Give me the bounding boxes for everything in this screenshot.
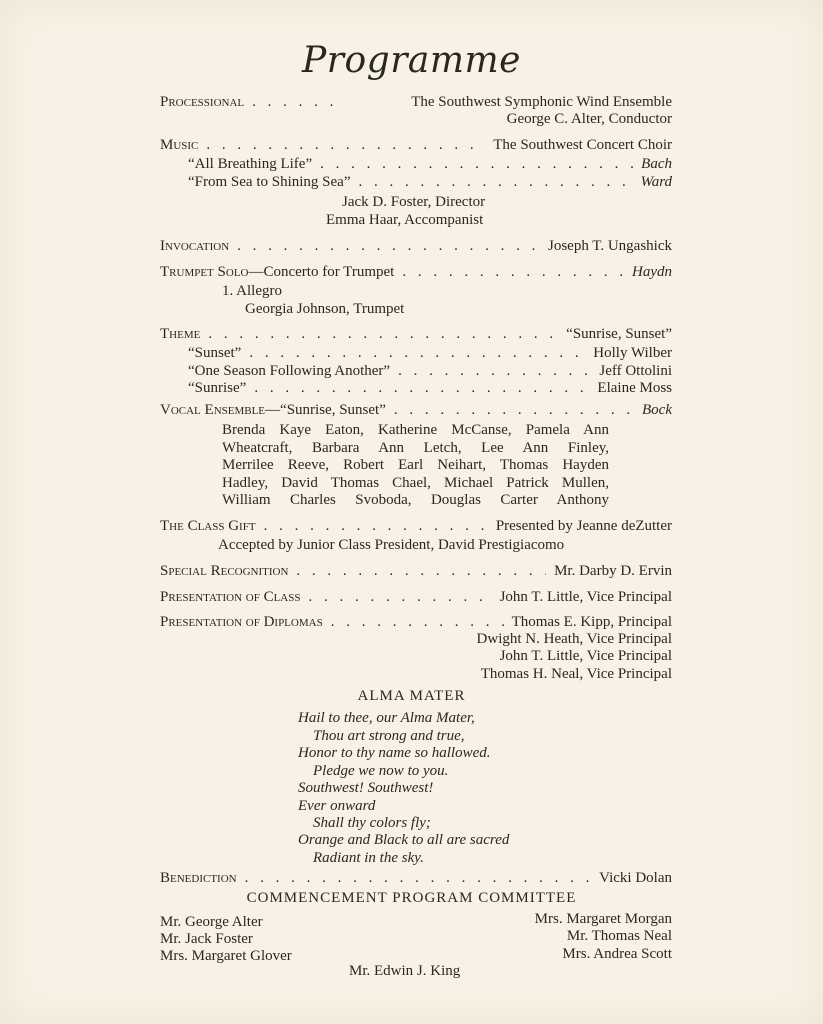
leader-dots (398, 362, 591, 380)
poem-line: Radiant in the sky. (313, 850, 424, 866)
choir-director: Jack D. Foster, Director (342, 194, 486, 210)
leader-dots (331, 613, 504, 631)
processional-value: The Southwest Symphonic Wind Ensemble (411, 94, 672, 110)
poem-line: Ever onward (298, 798, 376, 814)
theme-item-speaker: Elaine Moss (597, 380, 672, 396)
leader-dots (206, 136, 485, 154)
leader-dots (208, 325, 558, 343)
trumpet-row (160, 263, 672, 281)
music-value: The Southwest Concert Choir (493, 137, 672, 153)
theme-item-title: “One Season Following Another” (188, 363, 391, 379)
poem-line: Shall thy colors fly; (313, 815, 431, 831)
diplomas-label: Presentation of Diplomas (160, 614, 323, 630)
music-label: Music (160, 137, 199, 153)
vocal-members-line: Brenda Kaye Eaton, Katherine McCanse, Pamela Ann (222, 422, 609, 438)
leader-dots (394, 401, 634, 419)
poem-line: Orange and Black to all are sacred (298, 832, 510, 848)
theme-item-speaker: Jeff Ottolini (599, 363, 672, 379)
theme-item-title: “Sunset” (188, 345, 242, 361)
choir-accompanist: Emma Haar, Accompanist (326, 212, 484, 228)
committee-heading: COMMENCEMENT PROGRAM COMMITTEE (246, 890, 577, 906)
diplomas-presenter: Thomas H. Neal, Vice Principal (480, 666, 672, 682)
trumpet-piece: —Concerto for Trumpet (248, 264, 395, 280)
song-row (188, 155, 672, 173)
vocal-members-line: Wheatcraft, Barbara Ann Letch, Lee Ann Finley, (222, 440, 609, 456)
song-composer: Ward (640, 174, 672, 190)
trumpet-movement: 1. Allegro (222, 283, 282, 299)
song-composer: Bach (641, 156, 672, 172)
invocation-row (160, 237, 672, 255)
vocal-members-line: William Charles Svoboda, Douglas Carter Anthony (222, 492, 609, 508)
processional-row (160, 93, 672, 111)
leader-dots (296, 562, 546, 580)
benediction-row (160, 869, 672, 887)
gift-row (160, 517, 672, 535)
vocal-label: Vocal Ensemble (160, 402, 266, 418)
trumpet-performer: Georgia Johnson, Trumpet (245, 301, 405, 317)
trumpet-label: Trumpet Solo (160, 264, 249, 280)
gift-label: The Class Gift (160, 518, 256, 534)
vocal-piece: —“Sunrise, Sunset” (265, 402, 386, 418)
theme-item-title: “Sunrise” (188, 380, 247, 396)
processional-label: Processional (160, 94, 245, 110)
leader-dots (249, 344, 585, 362)
vocal-members-line: Hadley, David Thomas Chael, Michael Patrick Mullen, (222, 475, 609, 491)
poem-line: Hail to thee, our Alma Mater, (298, 710, 475, 726)
leader-dots (358, 173, 632, 191)
presentation-class-value: John T. Little, Vice Principal (499, 589, 672, 605)
theme-row (160, 325, 672, 343)
poem-line: Honor to thy name so hallowed. (298, 745, 491, 761)
committee-member: Mr. George Alter (160, 914, 263, 930)
theme-item (188, 379, 672, 397)
invocation-label: Invocation (160, 238, 230, 254)
processional-conductor: George C. Alter, Conductor (506, 111, 672, 127)
song-row (188, 173, 672, 191)
presentation-class-row (160, 588, 672, 606)
leader-dots (308, 588, 491, 606)
leader-dots (252, 93, 342, 111)
recognition-value: Mr. Darby D. Ervin (554, 563, 672, 579)
invocation-value: Joseph T. Ungashick (547, 238, 672, 254)
theme-label: Theme (160, 326, 201, 342)
committee-member: Mrs. Margaret Morgan (534, 911, 672, 927)
leader-dots (254, 379, 589, 397)
music-row (160, 136, 672, 154)
theme-value: “Sunrise, Sunset” (566, 326, 672, 342)
song-title: “All Breathing Life” (188, 156, 313, 172)
theme-item (188, 362, 672, 380)
gift-accepted: Accepted by Junior Class President, David Prestigiacomo (218, 537, 565, 553)
committee-member: Mr. Jack Foster (160, 931, 253, 947)
leader-dots (264, 517, 488, 535)
committee-member: Mr. Edwin J. King (349, 963, 461, 979)
alma-mater-heading: ALMA MATER (357, 688, 466, 704)
diplomas-presenter: Dwight N. Heath, Vice Principal (476, 631, 672, 647)
poem-line: Pledge we now to you. (313, 763, 449, 779)
committee-member: Mrs. Andrea Scott (562, 946, 672, 962)
vocal-composer: Bock (642, 402, 672, 418)
leader-dots (245, 869, 592, 887)
song-title: “From Sea to Shining Sea” (188, 174, 351, 190)
leader-dots (237, 237, 540, 255)
diplomas-value: Thomas E. Kipp, Principal (511, 614, 672, 630)
vocal-members-line: Merrilee Reeve, Robert Earl Neihart, Thomas Hayden (222, 457, 609, 473)
committee-member: Mr. Thomas Neal (566, 928, 672, 944)
trumpet-composer: Haydn (632, 264, 672, 280)
benediction-value: Vicki Dolan (599, 870, 672, 886)
diplomas-presenter: John T. Little, Vice Principal (499, 648, 672, 664)
poem-line: Thou art strong and true, (313, 728, 465, 744)
theme-item (188, 344, 672, 362)
page-title: Programme (302, 40, 521, 81)
gift-value: Presented by Jeanne deZutter (495, 518, 672, 534)
recognition-label: Special Recognition (160, 563, 289, 579)
diplomas-row (160, 613, 672, 631)
leader-dots (320, 155, 633, 173)
vocal-row (160, 401, 672, 419)
poem-line: Southwest! Southwest! (298, 780, 434, 796)
committee-member: Mrs. Margaret Glover (160, 948, 292, 964)
theme-item-speaker: Holly Wilber (593, 345, 672, 361)
benediction-label: Benediction (160, 870, 237, 886)
presentation-class-label: Presentation of Class (160, 589, 301, 605)
recognition-row (160, 562, 672, 580)
leader-dots (402, 263, 624, 281)
